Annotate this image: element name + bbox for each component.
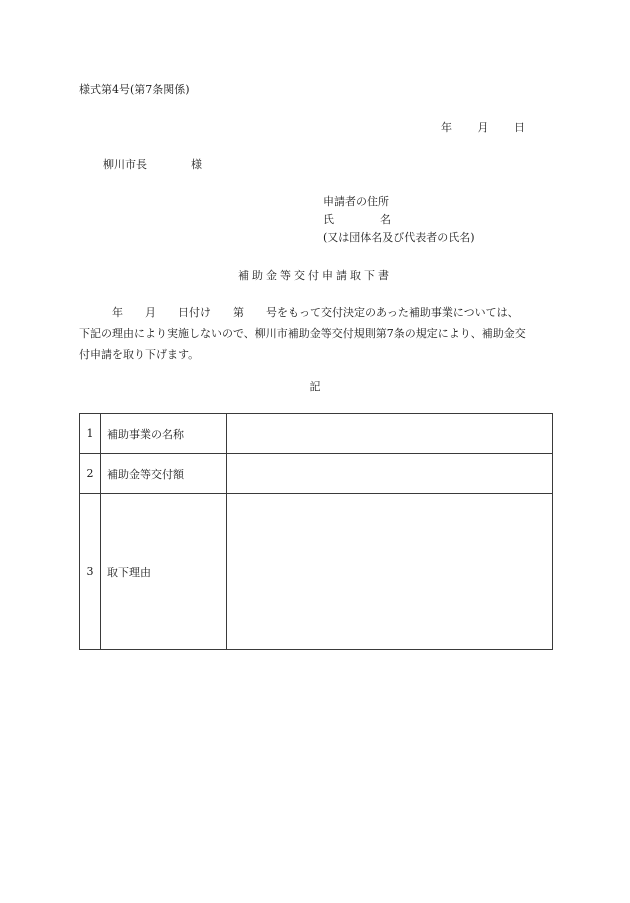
body-line-3: 付申請を取り下げます。 [79, 348, 200, 361]
table-row [80, 414, 553, 454]
row-label: 補助金等交付額 [101, 454, 227, 494]
row-label: 補助事業の名称 [101, 414, 227, 454]
addressee-name: 柳川市長 [103, 158, 147, 171]
document-title: 補助金等交付申請取下書 [238, 269, 392, 282]
ki-heading: 記 [309, 380, 321, 393]
applicant-address-label: 申請者の住所 [323, 195, 389, 208]
table-row [80, 454, 553, 494]
applicant-block [323, 193, 475, 247]
row-value-field[interactable] [227, 414, 553, 454]
row-label: 取下理由 [101, 494, 227, 650]
form-number: 様式第4号(第7条関係) [79, 83, 190, 96]
body-text [79, 302, 559, 365]
row-number: 1 [80, 414, 101, 454]
addressee-honorific: 様 [191, 158, 202, 171]
applicant-note: (又は団体名及び代表者の氏名) [323, 231, 475, 244]
applicant-name-label: 氏 名 [323, 213, 391, 226]
details-table [79, 413, 553, 650]
row-number: 2 [80, 454, 101, 494]
row-value-field[interactable] [227, 454, 553, 494]
body-line-2: 下記の理由により実施しないので、柳川市補助金等交付規則第7条の規定により、補助金交 [79, 327, 526, 340]
body-line-1: 年 月 日付け 第 号をもって交付決定のあった補助事業については、 [112, 306, 519, 319]
row-number: 3 [80, 494, 101, 650]
table-row [80, 494, 553, 650]
addressee [103, 156, 202, 172]
date-year: 年 [441, 121, 452, 134]
date-month: 月 [477, 121, 489, 134]
row-value-field[interactable] [227, 494, 553, 650]
date-day: 日 [514, 121, 525, 134]
date-line [441, 119, 525, 135]
